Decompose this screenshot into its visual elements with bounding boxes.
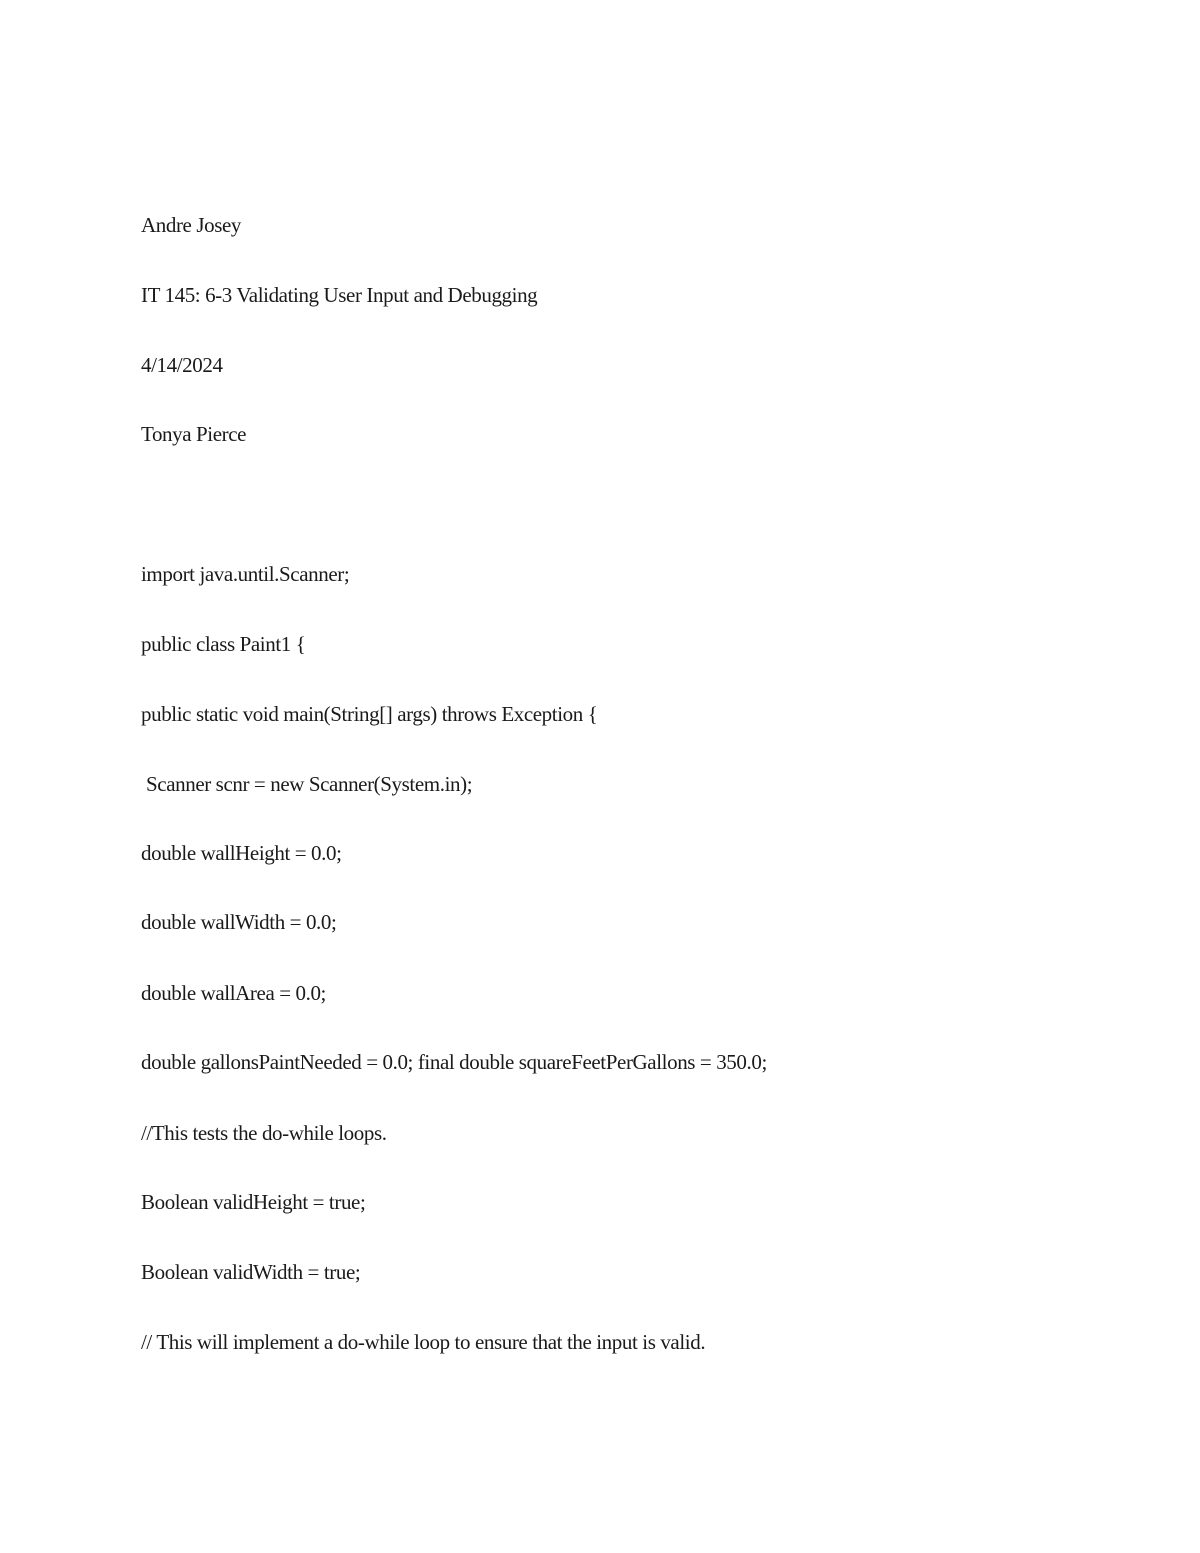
- code-line-valid-height: Boolean validHeight = true;: [141, 1190, 366, 1214]
- code-line-class-declaration: public class Paint1 {: [141, 632, 306, 656]
- code-line-import: import java.until.Scanner;: [141, 562, 350, 586]
- instructor-name: Tonya Pierce: [141, 422, 247, 446]
- code-comment-do-while: //This tests the do-while loops.: [141, 1121, 387, 1145]
- code-line-main-method: public static void main(String[] args) throws Exception {: [141, 702, 598, 726]
- code-line-gallons: double gallonsPaintNeeded = 0.0; final double squareFeetPerGallons = 350.0;: [141, 1050, 767, 1074]
- course-title: IT 145: 6-3 Validating User Input and Debugging: [141, 283, 538, 307]
- code-line-wall-height: double wallHeight = 0.0;: [141, 841, 342, 865]
- code-line-wall-area: double wallArea = 0.0;: [141, 981, 326, 1005]
- code-line-wall-width: double wallWidth = 0.0;: [141, 910, 337, 934]
- code-comment-validation: // This will implement a do-while loop to ensure that the input is valid.: [141, 1330, 706, 1354]
- code-line-scanner: Scanner scnr = new Scanner(System.in);: [146, 772, 473, 796]
- document-date: 4/14/2024: [141, 353, 223, 377]
- author-name: Andre Josey: [141, 213, 241, 237]
- code-line-valid-width: Boolean validWidth = true;: [141, 1260, 361, 1284]
